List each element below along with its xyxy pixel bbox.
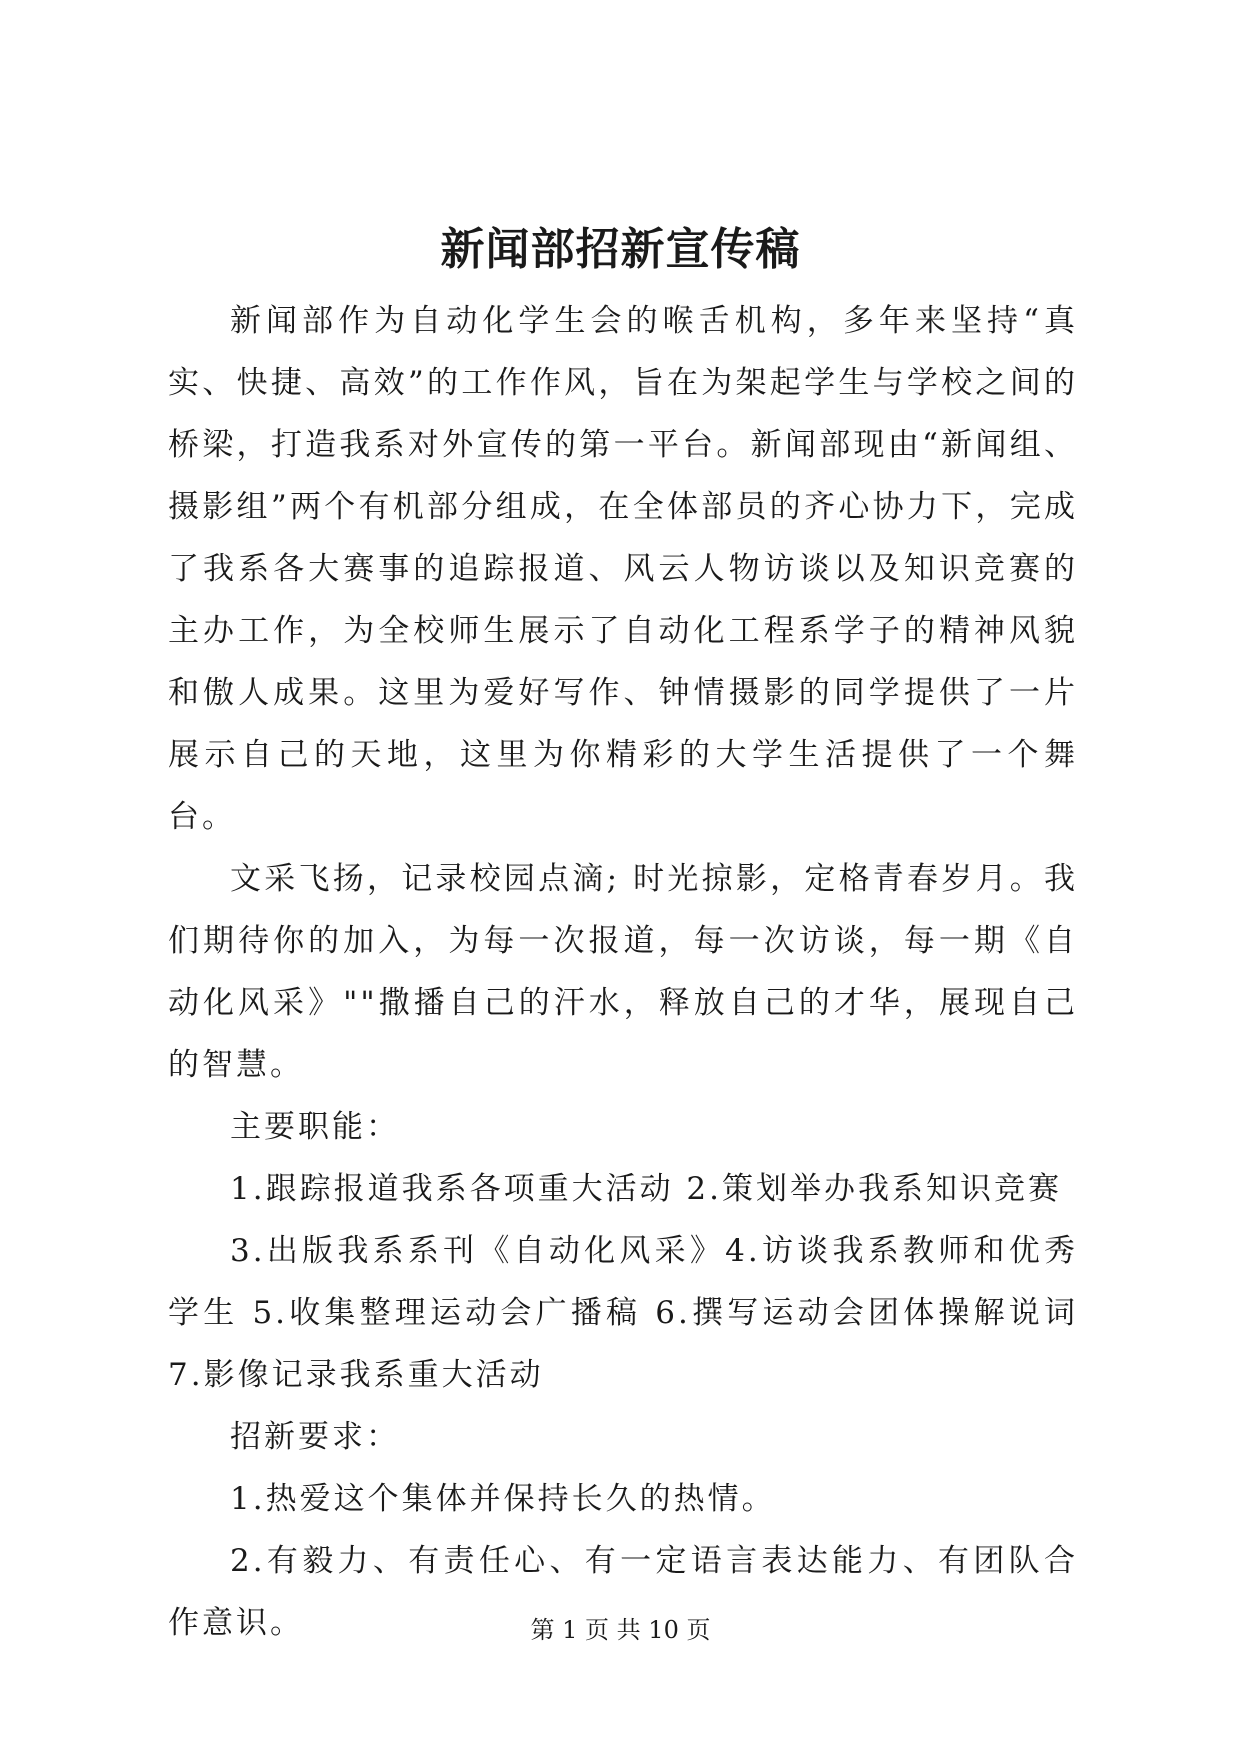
paragraph-invitation: 文采飞扬，记录校园点滴; 时光掠影，定格青春岁月。我们期待你的加入，为每一次报道，每一次访谈，每一期《自动化风采》""撒播自己的汗水，释放自己的才华，展现自己的智慧。	[168, 861, 1078, 1083]
functions-line-2: 3.出版我系系刊《自动化风采》4.访谈我系教师和优秀学生 5.收集整理运动会广播稿 6.撰写运动会团体操解说词 7.影像记录我系重大活动	[168, 1233, 1078, 1393]
paragraph-intro: 新闻部作为自动化学生会的喉舌机构，多年来坚持“真实、快捷、高效”的工作作风，旨在为架起学生与学校之间的桥梁，打造我系对外宣传的第一平台。新闻部现由“新闻组、摄影组”两个有机部分组成，在全体部员的齐心协力下，完成了我系各大赛事的追踪报道、风云人物访谈以及知识竞赛的主办工作，为全校师生展示了自动化工程系学子的精神风貌和傲人成果。这里为爱好写作、钟情摄影的同学提供了一片展示自己的天地，这里为你精彩的大学生活提供了一个舞台。	[168, 303, 1078, 835]
functions-line-1: 1.跟踪报道我系各项重大活动 2.策划举办我系知识竞赛	[230, 1171, 1063, 1207]
document-title: 新闻部招新宣传稿	[440, 224, 801, 275]
heading-main-functions: 主要职能：	[230, 1109, 400, 1145]
requirement-2: 2.有毅力、有责任心、有一定语言表达能力、有团队合作意识。	[168, 1543, 1078, 1641]
heading-requirements: 招新要求：	[230, 1419, 400, 1455]
requirement-1: 1.热爱这个集体并保持长久的热情。	[230, 1481, 776, 1517]
document-body	[168, 290, 1078, 1654]
page-number-footer: 第 1 页 共 10 页	[530, 1616, 711, 1644]
